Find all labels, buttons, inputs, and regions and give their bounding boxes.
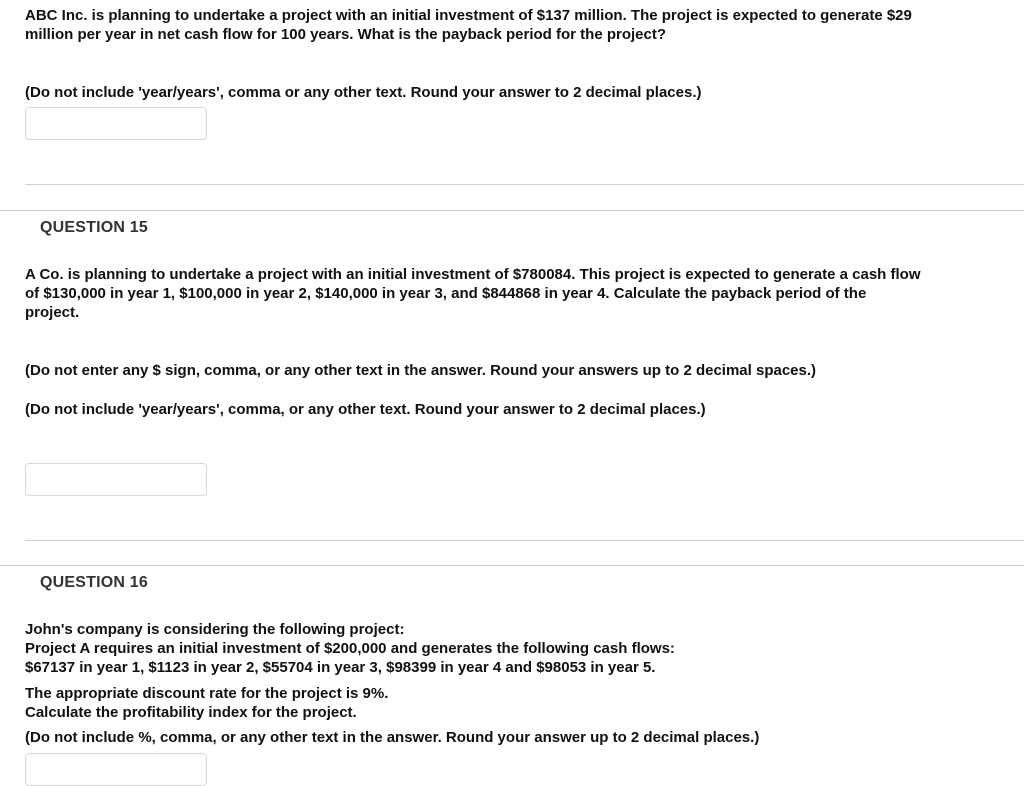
question-16-line-5: Calculate the profitability index for the project. <box>25 704 357 721</box>
question-15-heading: QUESTION 15 <box>40 219 149 236</box>
question-15-instruction-1-text: (Do not enter any $ sign, comma, or any other text in the answer. Round your answers up to 2 decimal spaces.) <box>25 362 817 379</box>
question-15-answer-input[interactable] <box>25 463 207 496</box>
question-15-line-3: project. <box>25 304 80 321</box>
question-15-instruction-2 <box>25 400 995 419</box>
question-15-text <box>25 265 995 322</box>
question-16-heading: QUESTION 16 <box>40 574 149 591</box>
question-16-instruction-text: (Do not include %, comma, or any other text in the answer. Round your answer up to 2 decimal places.) <box>25 729 760 746</box>
question-16-text-2 <box>25 684 995 722</box>
question-14-text <box>25 6 995 44</box>
question-15-top-rule <box>0 210 1024 211</box>
question-15-instruction-1 <box>25 361 995 380</box>
question-16-line-3: $67137 in year 1, $1123 in year 2, $55704 in year 3, $98399 in year 4 and $98053 in year 5. <box>25 659 656 676</box>
question-14-instruction <box>25 83 995 102</box>
question-15-divider <box>25 540 1024 541</box>
question-15-line-2: of $130,000 in year 1, $100,000 in year 2, $140,000 in year 3, and $844868 in year 4. Calculate the payback period of the <box>25 285 867 302</box>
question-16-line-2: Project A requires an initial investment of $200,000 and generates the following cash flows: <box>25 640 675 657</box>
question-14-line-1: ABC Inc. is planning to undertake a project with an initial investment of $137 million. The project is expected to generate $29 <box>25 7 912 24</box>
question-16-instruction <box>25 728 995 747</box>
question-16-answer-input[interactable] <box>25 753 207 786</box>
question-16-line-4: The appropriate discount rate for the project is 9%. <box>25 685 389 702</box>
question-15-line-1: A Co. is planning to undertake a project with an initial investment of $780084. This project is expected to generate a cash flow <box>25 266 921 283</box>
question-14-instruction-text: (Do not include 'year/years', comma or any other text. Round your answer to 2 decimal places.) <box>25 84 702 101</box>
question-15-instruction-2-text: (Do not include 'year/years', comma, or any other text. Round your answer to 2 decimal places.) <box>25 401 706 418</box>
question-16-text <box>25 620 995 677</box>
question-14-divider <box>25 184 1024 185</box>
question-14-answer-input[interactable] <box>25 107 207 140</box>
question-16-top-rule <box>0 565 1024 566</box>
question-16-line-1: John's company is considering the following project: <box>25 621 405 638</box>
question-14-line-2: million per year in net cash flow for 100 years. What is the payback period for the project? <box>25 26 667 43</box>
